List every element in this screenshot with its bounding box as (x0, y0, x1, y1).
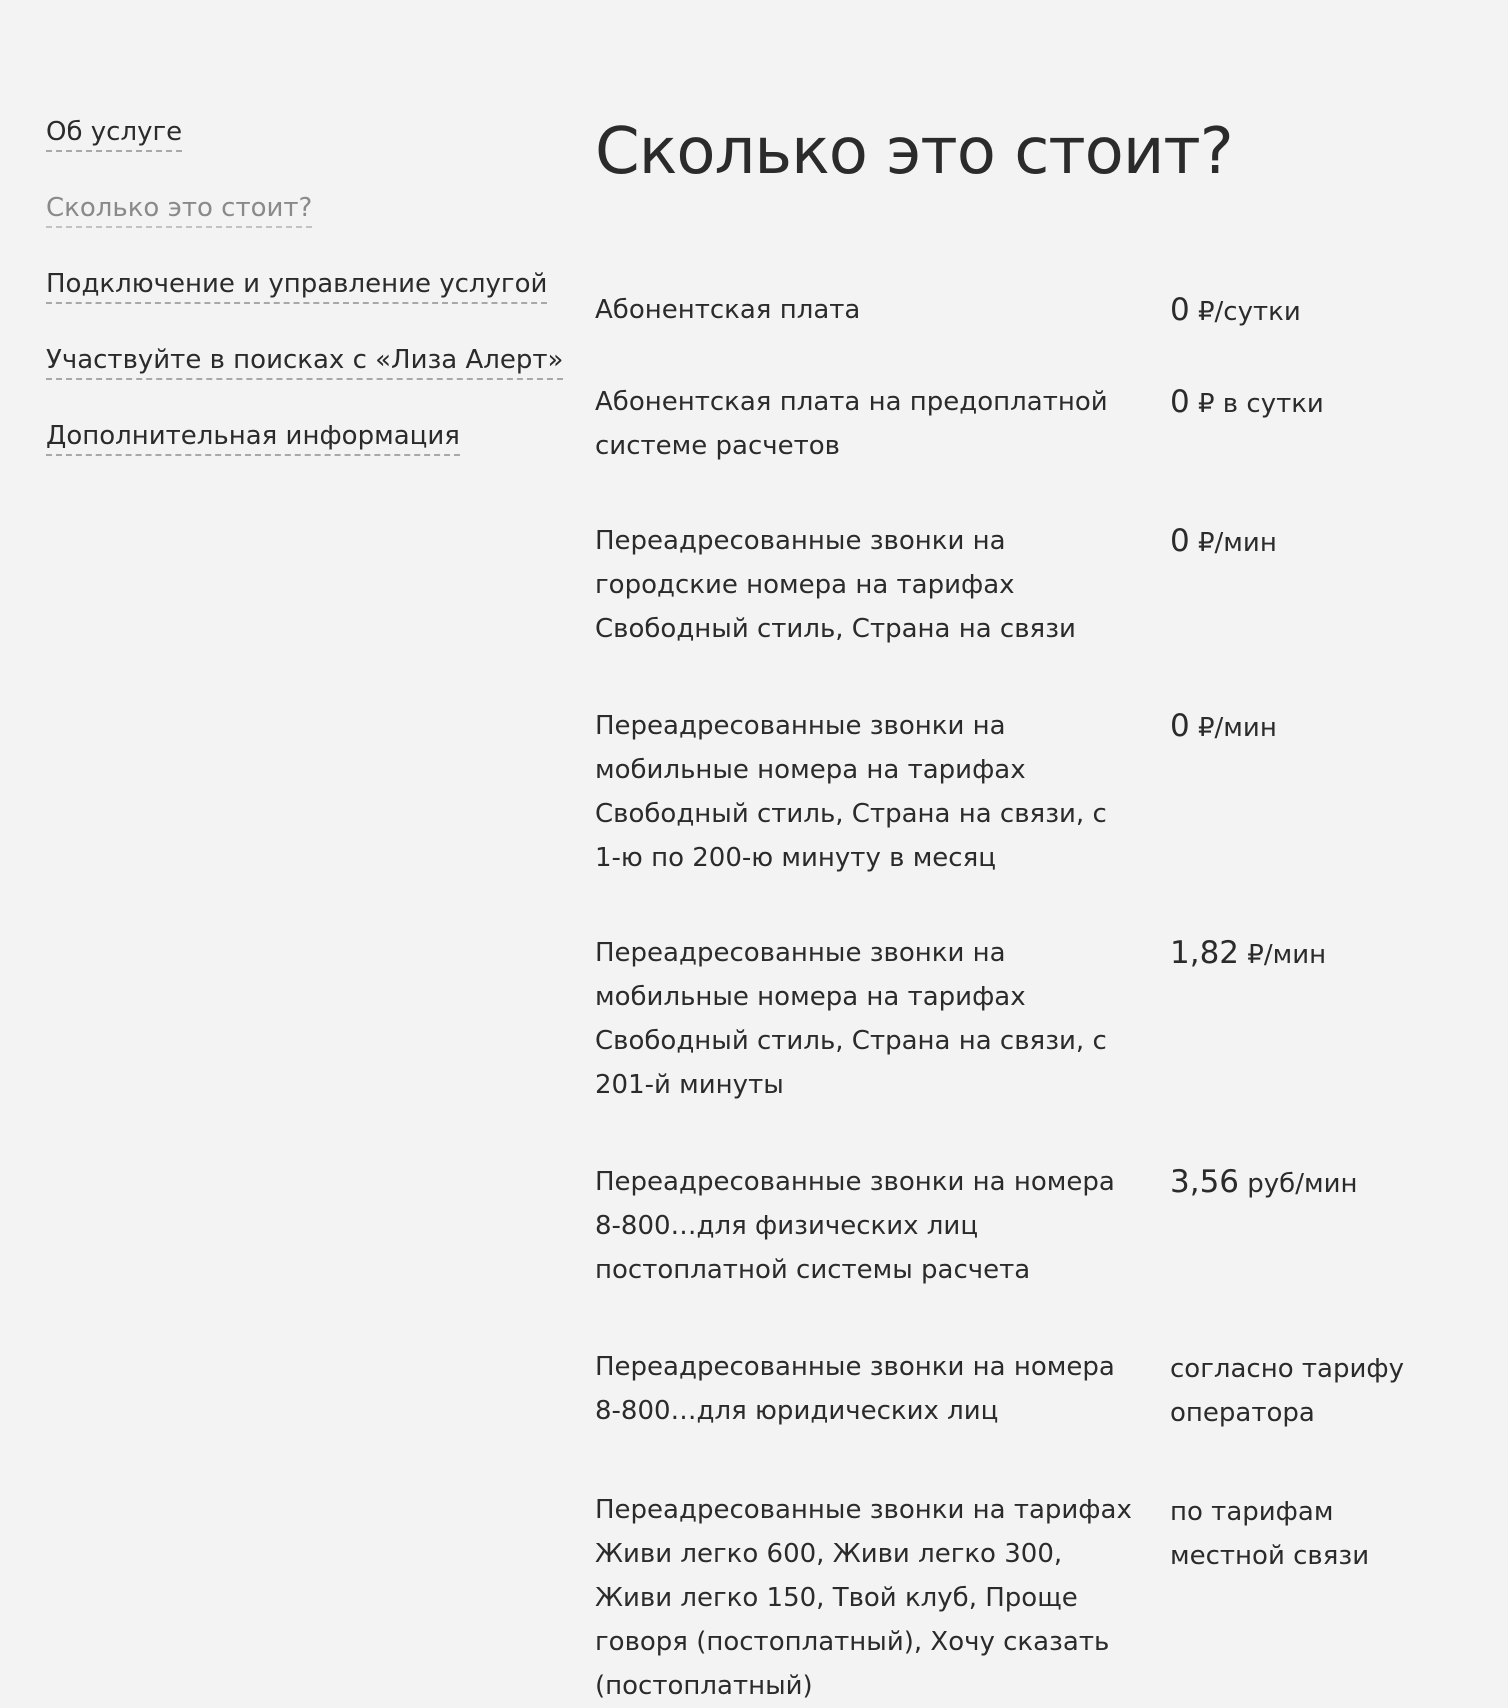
price-value (1170, 1488, 1430, 1578)
price-row (595, 1488, 1485, 1708)
price-unit: ₽/сутки (1189, 297, 1301, 327)
price-unit: по тарифам местной связи (1170, 1497, 1370, 1571)
price-unit: руб/мин (1239, 1169, 1358, 1199)
sidebar-link-liza-alert[interactable]: Участвуйте в поисках с «Лиза Алерт» (46, 344, 563, 380)
price-row (595, 1160, 1485, 1292)
price-label: Абонентская плата (595, 295, 861, 325)
price-row (595, 519, 1485, 651)
price-value (1170, 1345, 1430, 1435)
price-number: 0 (1170, 708, 1190, 744)
price-unit: ₽/мин (1239, 940, 1327, 970)
price-row (595, 704, 1485, 880)
main-content (595, 112, 1485, 1708)
page-title: Сколько это стоит? (595, 115, 1233, 189)
price-label: Переадресованные звонки на мобильные номера на тарифах Свободный стиль, Страна на связи, с 1-ю по 200-ю минуту в месяц (595, 711, 1107, 873)
price-number: 0 (1170, 384, 1190, 420)
price-number: 3,56 (1170, 1164, 1240, 1200)
sidebar-item-pricing (46, 192, 566, 228)
sidebar-item-additional-info (46, 420, 566, 456)
sidebar-link-connection[interactable]: Подключение и управление услугой (46, 268, 547, 304)
price-unit: ₽/мин (1189, 528, 1277, 558)
price-row (595, 931, 1485, 1107)
price-label: Переадресованные звонки на мобильные номера на тарифах Свободный стиль, Страна на связи, с 201-й минуты (595, 938, 1107, 1100)
price-value (1170, 519, 1430, 565)
price-value (1170, 704, 1430, 750)
price-unit: ₽/мин (1189, 713, 1277, 743)
sidebar-nav (46, 116, 566, 496)
sidebar-item-about (46, 116, 566, 152)
price-label: Абонентская плата на предоплатной системе расчетов (595, 387, 1108, 461)
price-row (595, 1345, 1485, 1435)
sidebar-item-connection (46, 268, 566, 304)
sidebar-item-liza-alert (46, 344, 566, 380)
price-label: Переадресованные звонки на номера 8-800…для юридических лиц (595, 1352, 1115, 1426)
price-unit: согласно тарифу оператора (1170, 1354, 1404, 1428)
sidebar-link-pricing[interactable]: Сколько это стоит? (46, 192, 312, 228)
price-label: Переадресованные звонки на городские номера на тарифах Свободный стиль, Страна на связи (595, 526, 1076, 644)
sidebar-link-about[interactable]: Об услуге (46, 116, 182, 152)
price-number: 1,82 (1170, 935, 1240, 971)
price-row (595, 288, 1485, 334)
price-unit: ₽ в сутки (1189, 389, 1324, 419)
price-row (595, 380, 1485, 468)
price-label: Переадресованные звонки на тарифах Живи легко 600, Живи легко 300, Живи легко 150, Твой клуб, Проще говоря (постоплатный), Хочу сказать (постоплатный) (595, 1495, 1132, 1701)
price-value (1170, 288, 1430, 334)
price-number: 0 (1170, 523, 1190, 559)
price-value (1170, 380, 1430, 426)
price-value (1170, 931, 1430, 977)
sidebar-link-additional-info[interactable]: Дополнительная информация (46, 420, 460, 456)
price-table (595, 288, 1485, 1708)
price-number: 0 (1170, 292, 1190, 328)
price-value (1170, 1160, 1430, 1206)
price-label: Переадресованные звонки на номера 8-800…для физических лиц постоплатной системы расчета (595, 1167, 1115, 1285)
